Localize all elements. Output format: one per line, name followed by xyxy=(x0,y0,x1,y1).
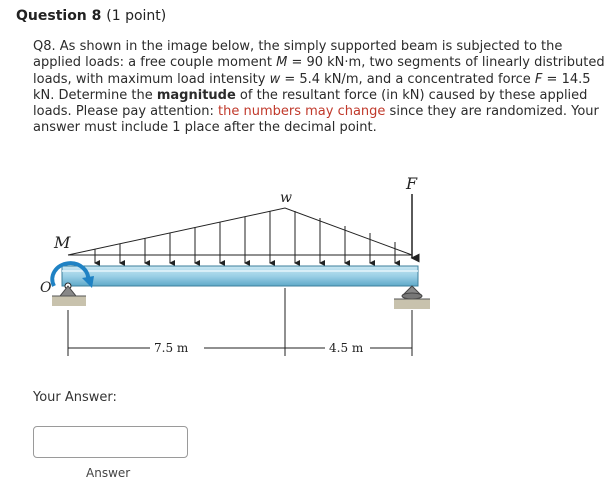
question-text xyxy=(33,39,605,137)
dimension-label-right: 4.5 m xyxy=(329,341,364,355)
dimension-label-left: 7.5 m xyxy=(154,341,189,355)
symbol-F: F xyxy=(534,71,543,87)
answer-input[interactable] xyxy=(33,426,188,458)
symbol-M: M xyxy=(276,55,288,71)
distributed-load xyxy=(68,208,412,263)
question-text-part: of the resultant force (in kN) caused by these applied loads. Please pay attention: xyxy=(33,87,588,120)
label-F: F xyxy=(406,174,418,193)
question-title: Question 8 xyxy=(16,8,102,24)
question-header xyxy=(16,8,166,24)
beam-diagram xyxy=(40,170,440,360)
label-O: O xyxy=(40,280,52,296)
question-text-part: = 5.4 kN/m, and a concentrated force xyxy=(280,71,535,87)
question-text-part: since they are randomized. Your answer must include 1 place after the decimal point. xyxy=(33,104,599,136)
beam xyxy=(62,266,418,286)
question-text-part: = 90 kN·m, two segments of linearly distributed loads, with maximum load intensity xyxy=(33,55,605,87)
your-answer-label: Your Answer: xyxy=(33,390,117,405)
roller-support xyxy=(394,286,430,309)
question-points: (1 point) xyxy=(106,8,167,24)
warning-text: the numbers may change xyxy=(218,104,386,120)
question-text-part: Q8. As shown in the image below, the simply supported beam is subjected to the applied loads: a free couple moment xyxy=(33,39,563,71)
answer-caption: Answer xyxy=(86,466,131,480)
label-M: M xyxy=(54,233,71,252)
label-w: w xyxy=(280,190,292,206)
question-text-part: = 14.5 kN. Determine the xyxy=(33,71,591,103)
emphasis-magnitude: magnitude xyxy=(156,87,236,103)
symbol-w: w xyxy=(269,71,281,87)
